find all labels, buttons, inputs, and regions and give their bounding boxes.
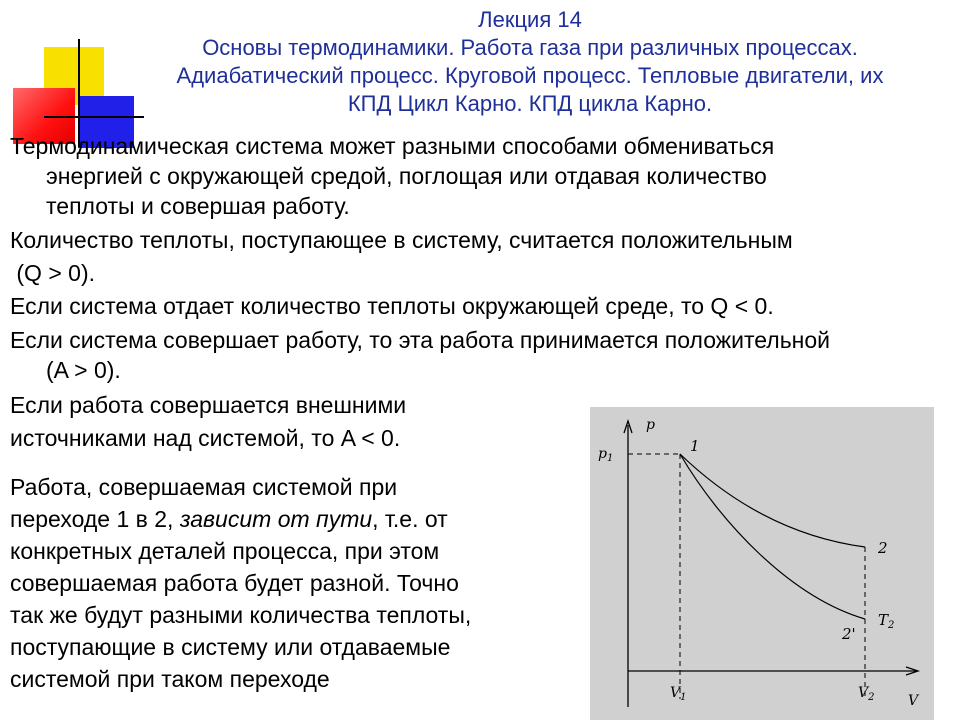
curve-1-to-2 [680,454,865,547]
v1-label: $V_1$ [670,685,687,703]
paragraph-4-line-2: (A > 0). [46,357,121,383]
point-1-label: 1 [690,437,700,455]
paragraph-6-line-2-end: , т.е. от [372,506,448,532]
paragraph-2-line-1: Количество теплоты, поступающее в систему, считается положительным [10,227,793,253]
paragraph-1-line-2: энергией с окружающей средой, поглощая или отдавая количество [46,163,767,189]
p-axis-label: p [646,417,655,433]
title-line-3: Адиабатический процесс. Круговой процесс. Тепловые двигатели, их [176,63,884,88]
point-2-label: 2 [878,539,888,557]
point-2prime-label: 2' [842,625,856,643]
pv-diagram-svg [590,407,934,720]
paragraph-6-line-6: поступающие в систему или отдаваемые [10,634,451,660]
paragraph-1-line-1: Термодинамическая система может разными способами обмениваться [10,133,775,159]
v2-label: $V_2$ [858,685,875,703]
t2-label: $T_2$ [878,611,895,631]
pv-diagram [590,407,934,720]
paragraph-6-line-1: Работа, совершаемая системой при [10,474,398,500]
paragraph-6-line-3: конкретных деталей процесса, при этом [10,538,440,564]
paragraph-1-line-3: теплоты и совершая работу. [46,193,350,219]
title-line-2: Основы термодинамики. Работа газа при различных процессах. [202,35,858,60]
title-lecture: Лекция 14 [478,7,582,32]
paragraph-2-line-2: (Q > 0). [10,260,95,286]
p1-label: $p_1$ [598,446,614,464]
paragraph-6-line-2 [10,504,448,534]
logo-horizontal-line [44,116,144,118]
paragraph-3: Если система отдает количество теплоты окружающей среде, то Q < 0. [10,293,774,319]
paragraph-6-line-5: так же будут разными количества теплоты, [10,602,472,628]
paragraph-6-line-2-start: переходе 1 в 2, [10,506,180,532]
emphasis-depends-on-path: зависит от пути [179,506,373,532]
v-axis-label: V [908,693,919,709]
paragraph-5-line-1: Если работа совершается внешними [10,392,407,418]
title-line-4: КПД Цикл Карно. КПД цикла Карно. [347,91,713,116]
paragraph-6-line-7: системой при таком переходе [10,666,330,692]
paragraph-6-line-4: совершаемая работа будет разной. Точно [10,570,459,596]
paragraph-5-line-2: источниками над системой, то A < 0. [10,425,401,451]
paragraph-4-line-1: Если система совершает работу, то эта работа принимается положительной [10,327,831,353]
